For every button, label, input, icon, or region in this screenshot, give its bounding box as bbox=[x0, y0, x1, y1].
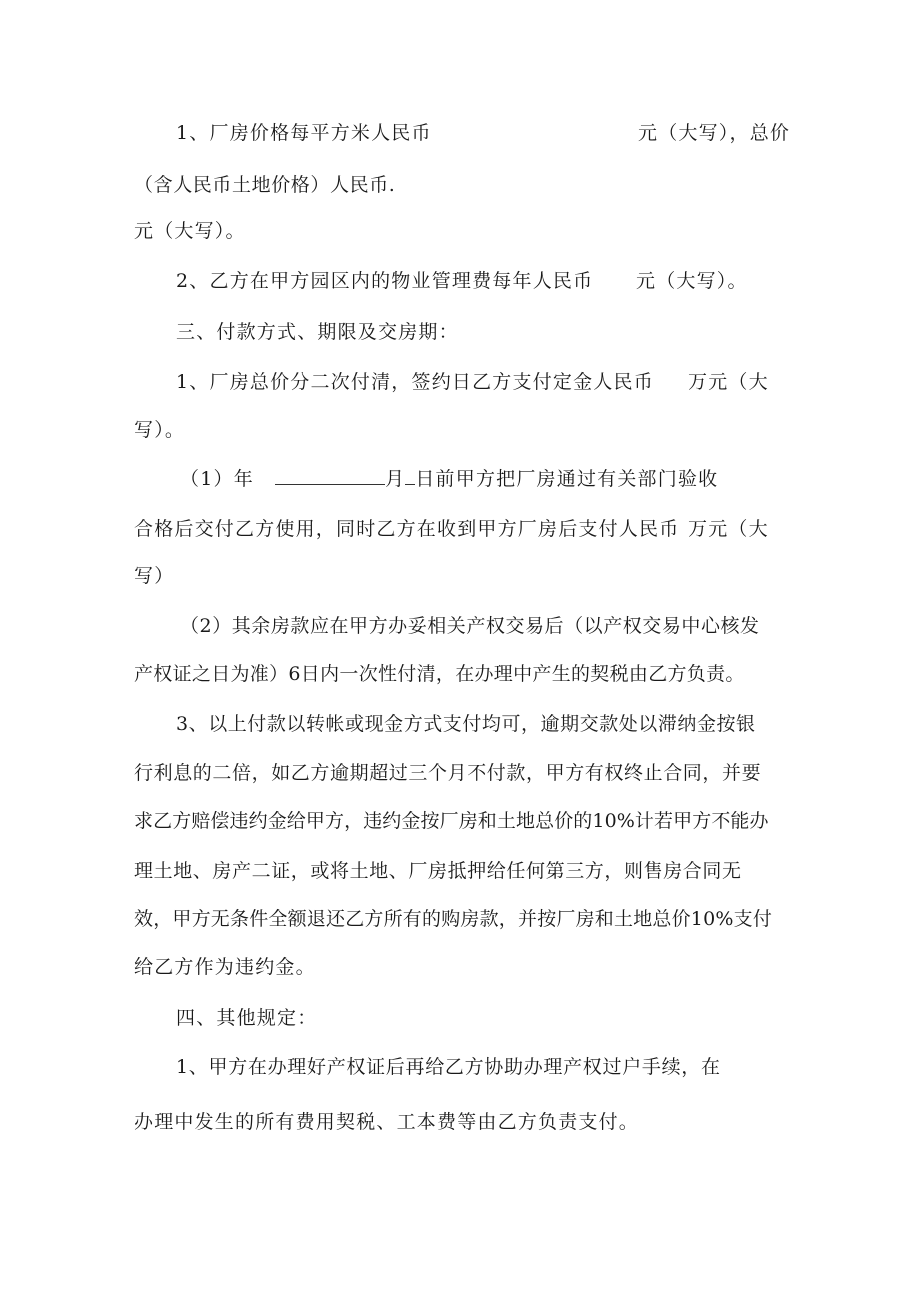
deposit-unit bbox=[688, 370, 769, 394]
handover-payment-unit bbox=[688, 517, 769, 541]
handover-payment-cont bbox=[134, 564, 174, 588]
penalty-line-1 bbox=[176, 712, 756, 736]
delivery-text: 日前甲方把厂房通过有关部门验收 bbox=[415, 468, 719, 490]
payment-installments-line bbox=[176, 370, 654, 394]
penalty-line-5 bbox=[134, 907, 772, 931]
yuan-text: 元（大写）。 bbox=[134, 220, 246, 242]
transfer-text-2: 办理中发生的所有费用契税、工本费等由乙方负责支付。 bbox=[134, 1111, 640, 1133]
total-price-text: 元（大写），总价 bbox=[638, 122, 791, 144]
yuan-line bbox=[134, 219, 246, 243]
penalty-text-1: 3、以上付款以转帐或现金方式支付均可，逾期交款处以滞纳金按银 bbox=[176, 713, 756, 735]
remaining-payment-text-2: 产权证之日为准）6日内一次性付清，在办理中产生的契税由乙方负责。 bbox=[134, 663, 745, 685]
land-price-line bbox=[134, 173, 395, 197]
handover-payment-cont-text: 写） bbox=[134, 565, 175, 587]
remaining-payment-text-1: （2）其余房款应在甲方办妥相关产权交易后（以产权交易中心核发 bbox=[180, 615, 760, 637]
delivery-day-blank bbox=[405, 468, 415, 485]
handover-payment-text: 合格后交付乙方使用，同时乙方在收到甲方厂房后支付人民币 bbox=[134, 518, 680, 540]
penalty-text-6: 给乙方作为违约金。 bbox=[134, 956, 316, 978]
deposit-unit-cont-text: 写）。 bbox=[134, 419, 186, 441]
price-per-sqm-line bbox=[176, 121, 432, 145]
price-per-sqm-label: 1、厂房价格每平方米人民币 bbox=[176, 122, 432, 144]
penalty-line-4 bbox=[134, 859, 742, 883]
handover-payment-unit-text: 万元（大 bbox=[688, 518, 769, 540]
handover-payment-line bbox=[134, 517, 679, 541]
remaining-payment-line-2 bbox=[134, 662, 745, 686]
delivery-year-label: （1）年 bbox=[180, 468, 254, 490]
property-fee-text: 2、乙方在甲方园区内的物业管理费每年人民币 bbox=[176, 270, 594, 292]
transfer-line-1 bbox=[176, 1055, 721, 1079]
deposit-unit-text: 万元（大 bbox=[688, 371, 769, 393]
penalty-text-5: 效，甲方无条件全额退还乙方所有的购房款，并按厂房和土地总价10%支付 bbox=[134, 908, 773, 930]
delivery-date-line bbox=[180, 467, 718, 491]
section-heading-other bbox=[176, 1006, 317, 1030]
land-price-text: （含人民币土地价格）人民币. bbox=[134, 174, 396, 196]
penalty-line-2 bbox=[134, 761, 761, 785]
penalty-text-2: 行利息的二倍，如乙方逾期超过三个月不付款，甲方有权终止合同，并要 bbox=[134, 762, 762, 784]
payment-installments-text: 1、厂房总价分二次付清，签约日乙方支付定金人民币 bbox=[176, 371, 654, 393]
delivery-month-label: 月 bbox=[385, 468, 406, 490]
deposit-unit-cont bbox=[134, 418, 185, 442]
section-heading-payment bbox=[176, 320, 459, 344]
penalty-text-4: 理土地、房产二证，或将土地、厂房抵押给任何第三方，则售房合同无 bbox=[134, 860, 742, 882]
delivery-year-blank bbox=[275, 468, 385, 485]
property-fee-unit bbox=[636, 269, 748, 293]
transfer-line-2 bbox=[134, 1110, 639, 1134]
transfer-text-1: 1、甲方在办理好产权证后再给乙方协助办理产权过户手续，在 bbox=[176, 1056, 721, 1078]
penalty-line-6 bbox=[134, 955, 316, 979]
section-heading-payment-text: 三、付款方式、期限及交房期： bbox=[176, 321, 459, 343]
property-fee-unit-text: 元（大写）。 bbox=[636, 270, 748, 292]
penalty-text-3: 求乙方赔偿违约金给甲方，违约金按厂房和土地总价的10%计若甲方不能办 bbox=[134, 810, 769, 832]
total-price-label bbox=[638, 121, 790, 145]
remaining-payment-line-1 bbox=[180, 614, 760, 638]
property-fee-line bbox=[176, 269, 593, 293]
section-heading-other-text: 四、其他规定： bbox=[176, 1007, 318, 1029]
penalty-line-3 bbox=[134, 809, 769, 833]
